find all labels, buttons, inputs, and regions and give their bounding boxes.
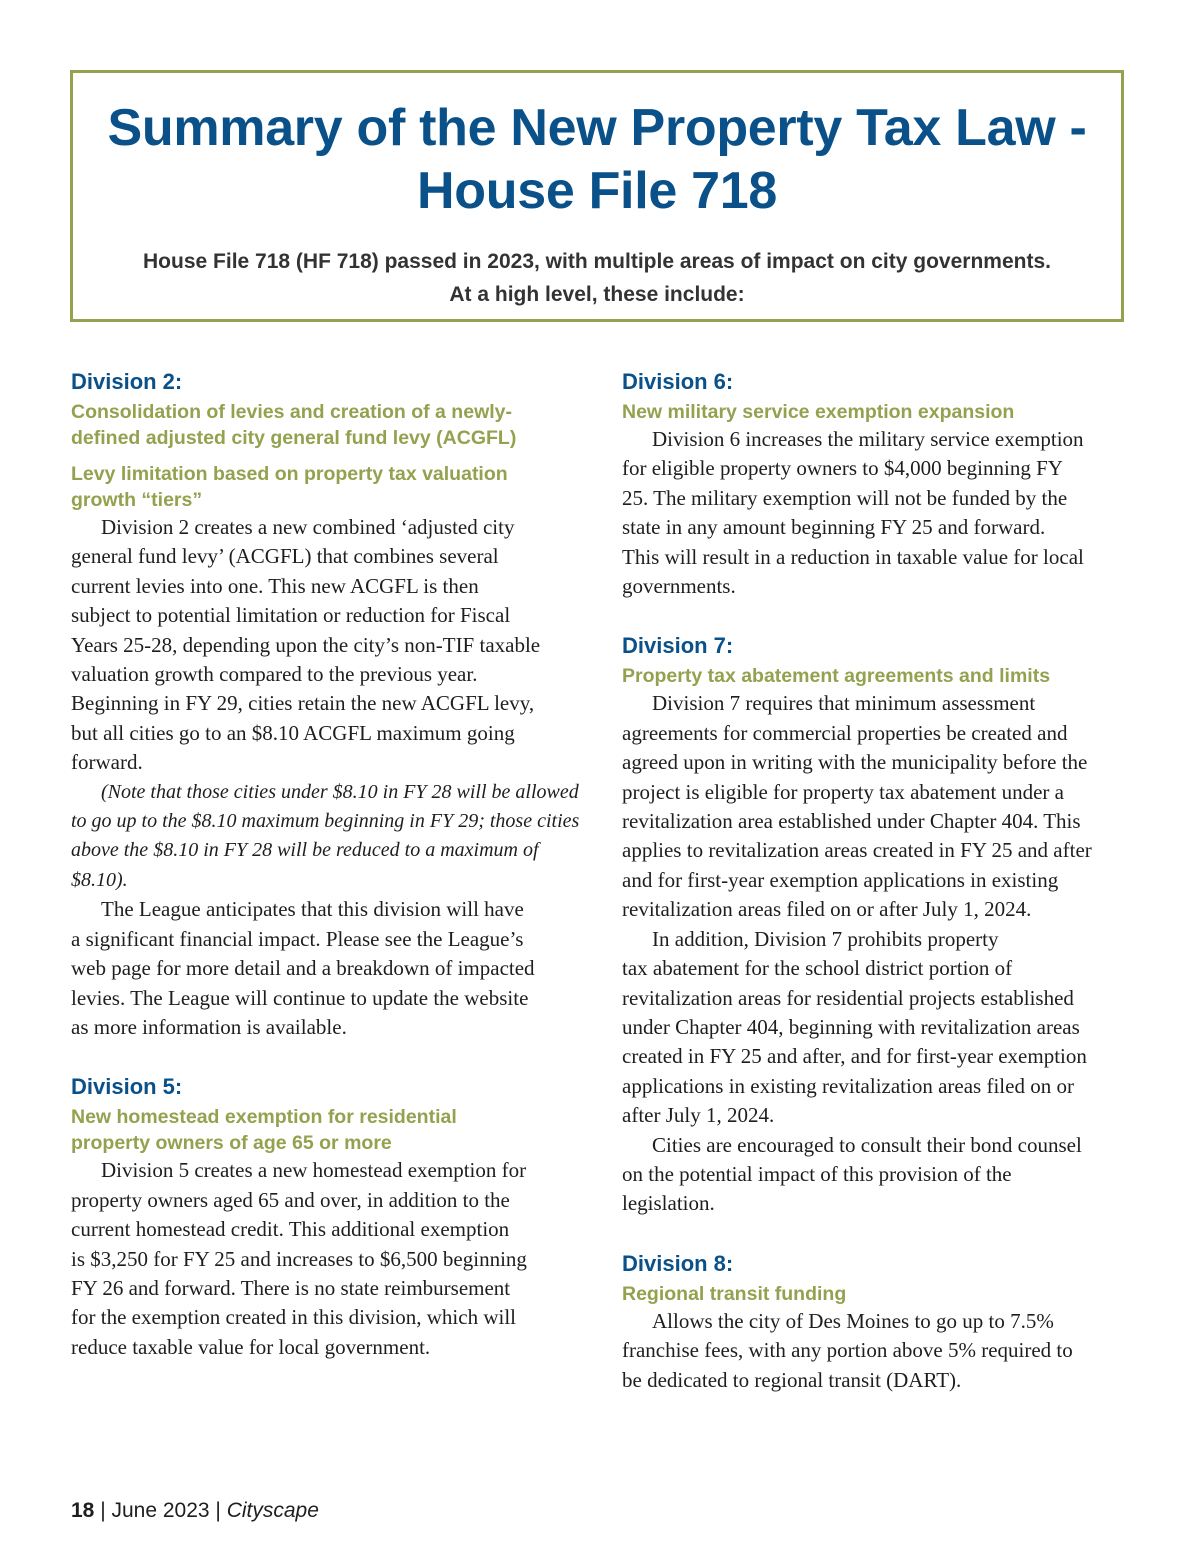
division-5-subheading: New homestead exemption for residential property owners of age 65 or more	[71, 1106, 457, 1155]
division-5-section	[71, 1070, 591, 1362]
division-8-paragraph: Allows the city of Des Moines to go up to 7.5% franchise fees, with any portion above 5% required to be dedicated to regional transit (DART).	[622, 1308, 1073, 1392]
division-8-section	[622, 1247, 1132, 1395]
division-6-section	[622, 365, 1132, 601]
division-2-paragraph-1: Division 2 creates a new combined ‘adjusted city general fund levy’ (ACGFL) that combines several current levies into one. This new ACGFL is then subject to potential limitation or reduction for Fiscal Years 25-28, depending upon the city’s non-TIF taxable valuation growth compared to the previous year. Beginning in FY 29, cities retain the new ACGFL levy, but all cities go to an $8.10 ACGFL maximum going forward.	[71, 515, 541, 775]
publication-name: Cityscape	[226, 1499, 319, 1522]
division-2-subheading-1: Consolidation of levies and creation of a newly- defined adjusted city general fund levy (ACGFL)	[71, 401, 517, 449]
division-7-heading: Division 7:	[622, 633, 734, 659]
footer-separator-2: |	[209, 1499, 227, 1522]
title-line-1: Summary of the New Property Tax Law -	[107, 99, 1087, 157]
division-7-subheading: Property tax abatement agreements and limits	[622, 665, 1051, 688]
title-box	[70, 70, 1124, 322]
page-footer	[71, 1496, 319, 1526]
division-6-paragraph: Division 6 increases the military service exemption for eligible property owners to $4,000 beginning FY 25. The military exemption will not be funded by the state in any amount beginning FY 25 and forward. This will result in a reduction in taxable value for local governments.	[622, 427, 1084, 599]
intro-line-2: At a high level, these include:	[449, 283, 745, 306]
division-7-paragraph-1: Division 7 requires that minimum assessment agreements for commercial properties be created and agreed upon in writing with the municipality before the project is eligible for property tax abatement under a revitalization area established under Chapter 404. This applies to revitalization areas created in FY 25 and after and for first-year exemption applications in existing revitalization areas filed on or after July 1, 2024.	[622, 691, 1092, 922]
division-7-section	[622, 629, 1132, 1218]
division-2-heading: Division 2:	[71, 369, 183, 394]
left-column	[71, 365, 591, 1390]
footer-separator-1: |	[94, 1499, 112, 1522]
division-7-paragraph-2: In addition, Division 7 prohibits property tax abatement for the school district portion of revitalization areas for residential projects established under Chapter 404, beginning with revitalization areas created in FY 25 and after, and for first-year exemption applications in existing revitalization areas filed on or after July 1, 2024.	[622, 926, 1087, 1128]
division-2-subheading-2: Levy limitation based on property tax valuation growth “tiers”	[71, 463, 508, 511]
intro-line-1: House File 718 (HF 718) passed in 2023, with multiple areas of impact on city governments.	[143, 250, 1051, 273]
division-5-heading: Division 5:	[71, 1074, 183, 1100]
page-number: 18	[71, 1499, 95, 1522]
division-2-note: (Note that those cities under $8.10 in FY 28 will be allowed to go up to the $8.10 maximum beginning in FY 29; those cities above the $8.10 in FY 28 will be reduced to a maximum of $8.10).	[71, 780, 580, 891]
division-8-subheading: Regional transit funding	[622, 1282, 847, 1305]
division-7-paragraph-3: Cities are encouraged to consult their bond counsel on the potential impact of this provision of the legislation.	[622, 1132, 1082, 1216]
division-2-section	[71, 365, 591, 1042]
page-title	[73, 97, 1121, 223]
right-column	[622, 365, 1132, 1423]
title-line-2: House File 718	[417, 162, 777, 220]
division-5-paragraph: Division 5 creates a new homestead exemption for property owners aged 65 and over, in addition to the current homestead credit. This additional exemption is $3,250 for FY 25 and increases to $6,500 beginning FY 26 and forward. There is no state reimbursement for the exemption created in this division, which will reduce taxable value for local government.	[71, 1158, 527, 1359]
division-6-heading: Division 6:	[622, 369, 734, 394]
division-2-paragraph-2: The League anticipates that this division will have a significant financial impact. Please see the League’s web page for more detail and a breakdown of impacted levies. The League will continue to update the website as more information is available.	[71, 897, 535, 1039]
division-6-subheading: New military service exemption expansion	[622, 401, 1015, 423]
issue-date: June 2023	[111, 1499, 210, 1522]
intro-text	[83, 245, 1111, 311]
division-8-heading: Division 8:	[622, 1250, 734, 1276]
